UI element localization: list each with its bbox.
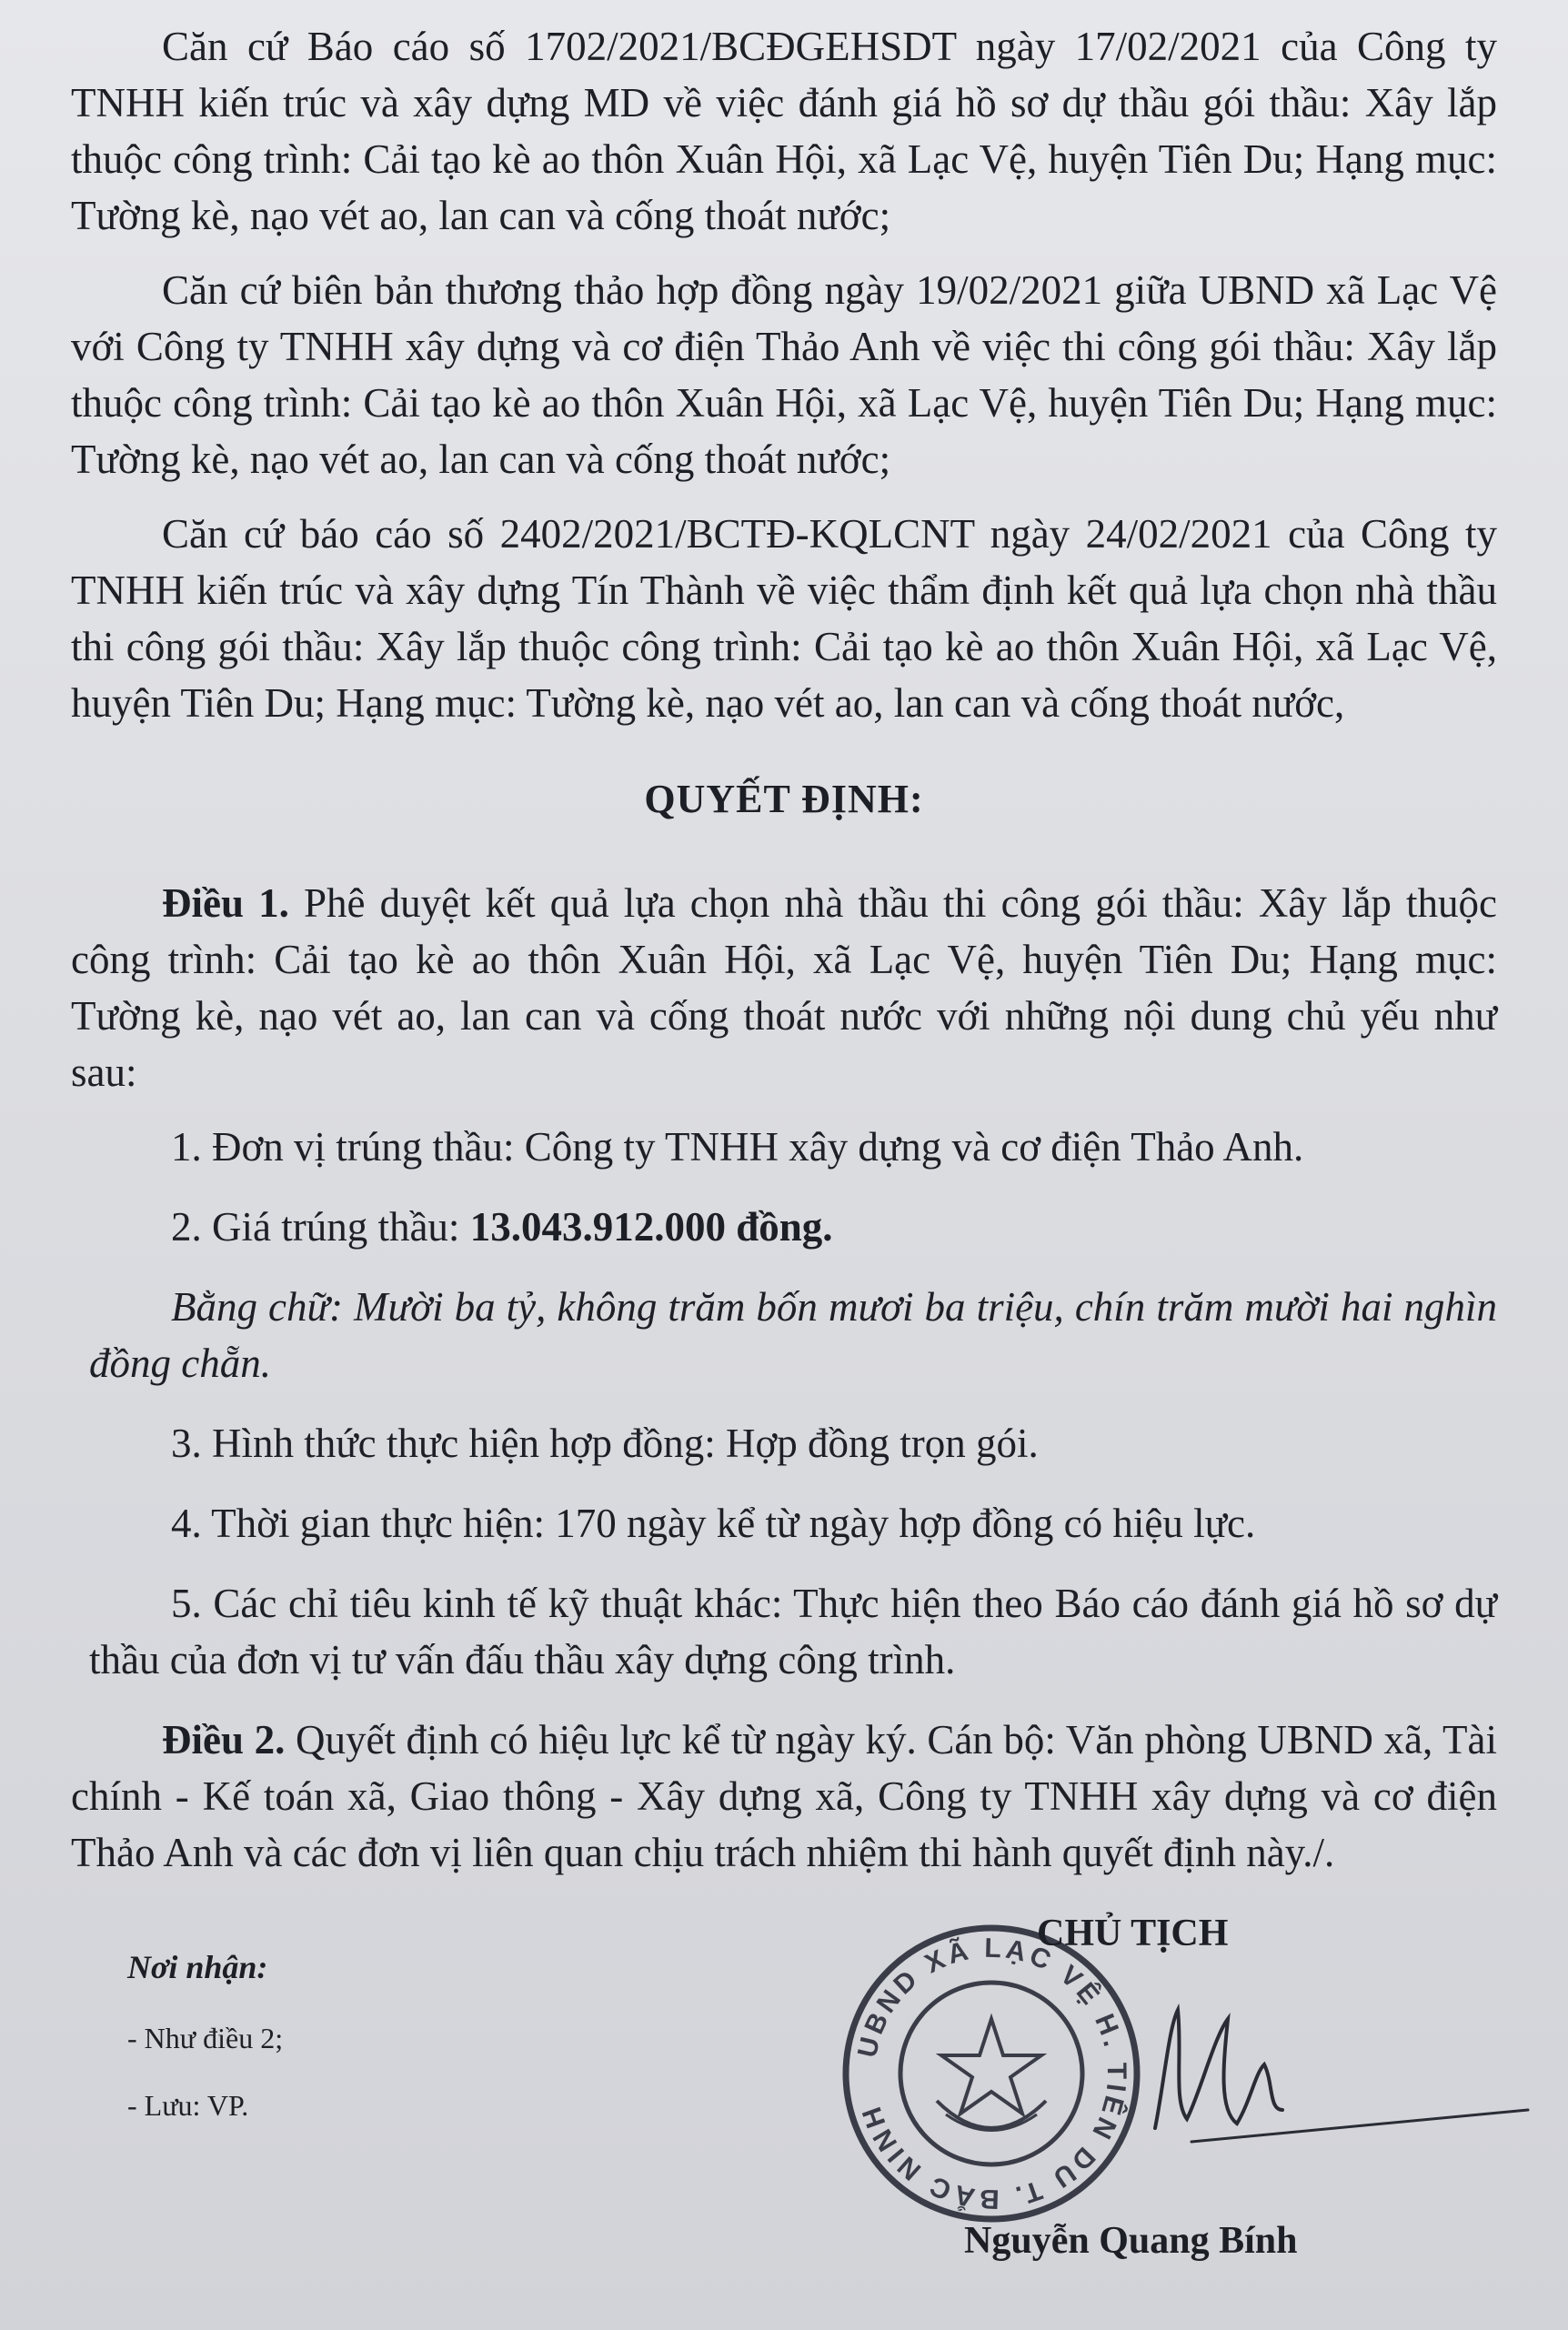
basis-paragraph-2: Căn cứ biên bản thương thảo hợp đồng ngày 19/02/2021 giữa UBND xã Lạc Vệ với Công ty TNHH xây dựng và cơ điện Thảo Anh về việc thi công gói thầu: Xây lắp thuộc công trình: Cải tạo kè ao thôn Xuân Hội, xã Lạc Vệ, huyện Tiên Du; Hạng mục: Tường kè, nạo vét ao, lan can và cống thoát nước; <box>71 267 1497 482</box>
article-2-text: Quyết định có hiệu lực kể từ ngày ký. Cán bộ: Văn phòng UBND xã, Tài chính - Kế toán xã, Giao thông - Xây dựng xã, Công ty TNHH xây dựng và cơ điện Thảo Anh và các đơn vị liên quan chịu trách nhiệm thi hành quyết định này./. <box>71 1717 1497 1875</box>
article-1-text: Phê duyệt kết quả lựa chọn nhà thầu thi công gói thầu: Xây lắp thuộc công trình: Cải tạo kè ao thôn Xuân Hội, xã Lạc Vệ, huyện Tiên Du; Hạng mục: Tường kè, nạo vét ao, lan can và cống thoát nước với những nội dung chủ yếu như sau: <box>71 880 1498 1095</box>
bid-price-value: 13.043.912.000 đồng. <box>469 1204 833 1250</box>
svg-text:UBND XÃ LẠC VỆ H. TIÊN DU T. B: UBND XÃ LẠC VỆ H. TIÊN DU T. BẮC NINH <box>852 1933 1132 2215</box>
article-1-item-1: 1. Đơn vị trúng thầu: Công ty TNHH xây dựng và cơ điện Thảo Anh. <box>171 1124 1304 1170</box>
signer-name: Nguyễn Quang Bính <box>964 2220 1298 2262</box>
basis-paragraph-1: Căn cứ Báo cáo số 1702/2021/BCĐGEHSDT ngày 17/02/2021 của Công ty TNHH kiến trúc và xây dựng MD về việc đánh giá hồ sơ dự thầu gói thầu: Xây lắp thuộc công trình: Cải tạo kè ao thôn Xuân Hội, xã Lạc Vệ, huyện Tiên Du; Hạng mục: Tường kè, nạo vét ao, lan can và cống thoát nước; <box>71 24 1497 238</box>
official-seal <box>837 1919 1146 2228</box>
basis-paragraph-3: Căn cứ báo cáo số 2402/2021/BCTĐ-KQLCNT ngày 24/02/2021 của Công ty TNHH kiến trúc và xây dựng Tín Thành về việc thẩm định kết quả lựa chọn nhà thầu thi công gói thầu: Xây lắp thuộc công trình: Cải tạo kè ao thôn Xuân Hội, xã Lạc Vệ, huyện Tiên Du; Hạng mục: Tường kè, nạo vét ao, lan can và cống thoát nước, <box>71 511 1497 726</box>
article-1-label: Điều 1. <box>162 880 289 926</box>
in-words-text: Mười ba tỷ, không trăm bốn mươi ba triệu, chín trăm mười hai nghìn đồng chẵn. <box>89 1284 1497 1386</box>
document-body <box>71 18 1497 1881</box>
bid-price-label: 2. Giá trúng thầu: <box>171 1204 460 1250</box>
bid-price-in-words <box>89 1279 1497 1391</box>
signature-block <box>0 1892 1568 2328</box>
article-1-item-5: 5. Các chỉ tiêu kinh tế kỹ thuật khác: Thực hiện theo Báo cáo đánh giá hồ sơ dự thầu của đơn vị tư vấn đấu thầu xây dựng công trình. <box>89 1581 1497 1682</box>
article-1-item-3: 3. Hình thức thực hiện hợp đồng: Hợp đồng trọn gói. <box>171 1421 1039 1466</box>
article-1 <box>71 875 1497 1100</box>
article-1-item-4: 4. Thời gian thực hiện: 170 ngày kể từ ngày hợp đồng có hiệu lực. <box>171 1501 1256 1546</box>
chairman-title: CHỦ TỊCH <box>1037 1913 1229 1954</box>
article-1-item-2 <box>171 1199 1497 1255</box>
recipient-item: - Lưu: VP. <box>127 2089 249 2122</box>
decision-heading: QUYẾT ĐỊNH: <box>644 777 924 821</box>
recipient-item: - Như điều 2; <box>127 2022 284 2054</box>
handwritten-signature <box>1137 1973 1546 2155</box>
recipients <box>127 1946 283 2152</box>
recipients-title: Nơi nhận: <box>127 1949 268 1985</box>
article-2 <box>71 1712 1497 1881</box>
in-words-label: Bằng chữ: <box>171 1284 344 1330</box>
article-2-label: Điều 2. <box>162 1717 286 1763</box>
